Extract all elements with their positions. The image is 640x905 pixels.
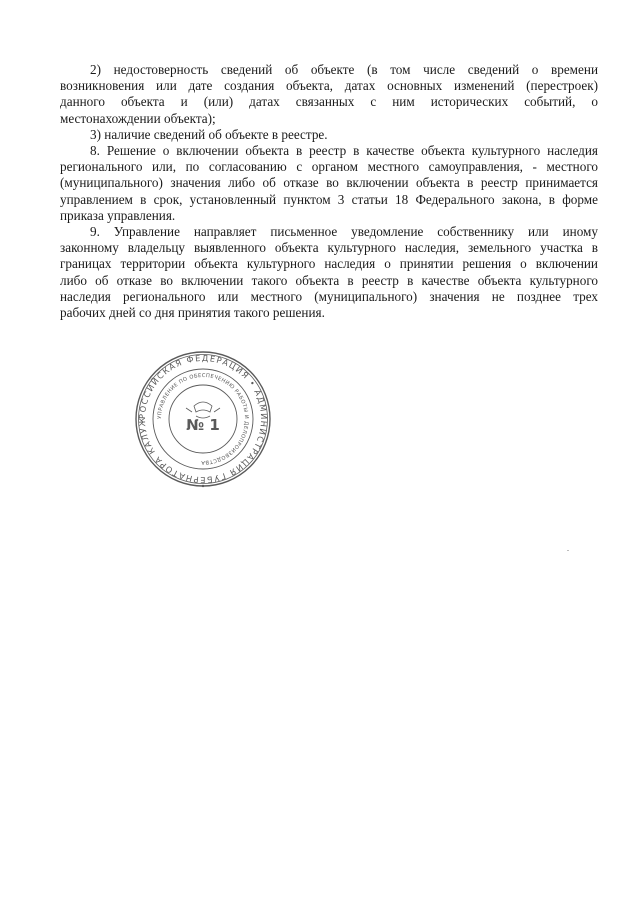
paragraph-item-2 <box>60 62 598 127</box>
text-line: наследия регионального или местного (муниципального) значения не позднее трех <box>60 288 598 304</box>
text-line: законному владельцу выявленного объекта культурного наследия, земельного участка в <box>60 240 598 256</box>
text-line: рабочих дней со дня принятия такого решения. <box>60 305 325 321</box>
text-line: возникновения или дате создания объекта, датах основных изменений (перестроек) <box>60 78 598 94</box>
text-line: (муниципального) значения либо об отказе во включении объекта в реестр принимается <box>60 175 598 191</box>
text-line: приказа управления. <box>60 207 176 223</box>
text-line: 2) недостоверность сведений об объекте (в том числе сведений о времени <box>90 62 598 77</box>
paragraph-clause-8 <box>60 143 598 224</box>
seal-outer-text: РОССИЙСКАЯ ФЕДЕРАЦИЯ • АДМИНИСТРАЦИЯ ГУБЕРНАТОРА КАЛУЖ <box>136 352 270 486</box>
text-line: управлением в срок, установленный пунктом 3 статьи 18 Федерального закона, в форме <box>60 191 598 207</box>
scan-speck <box>567 550 569 551</box>
seal-icon <box>134 350 272 488</box>
text-line: 3) наличие сведений об объекте в реестре. <box>90 126 328 142</box>
text-line: 8. Решение о включении объекта в реестр в качестве объекта культурного наследия <box>90 143 598 159</box>
official-seal-stamp <box>134 350 272 488</box>
text-line: местонахождении объекта); <box>60 110 216 126</box>
seal-inner-text: УПРАВЛЕНИЕ ПО ОБЕСПЕЧЕНИЮ РАБОТЫ И ДЕЛОПРОИЗВОДСТВА <box>156 372 250 466</box>
document-body <box>60 62 598 321</box>
paragraph-item-3 <box>88 127 598 143</box>
text-line: границах территории объекта культурного наследия о принятии решения о включении <box>60 256 598 272</box>
text-line: 9. Управление направляет письменное уведомление собственнику или иному <box>90 224 598 240</box>
seal-number: № 1 <box>186 416 220 434</box>
paragraph-clause-9 <box>60 224 598 321</box>
text-line: либо об отказе во включении такого объекта в реестр в качестве объекта культурного <box>60 272 598 288</box>
text-line: данного объекта и (или) датах связанных с ним исторических событий, о <box>60 94 598 110</box>
text-line: регионального или, по согласованию с органом местного самоуправления, - местного <box>60 159 598 175</box>
